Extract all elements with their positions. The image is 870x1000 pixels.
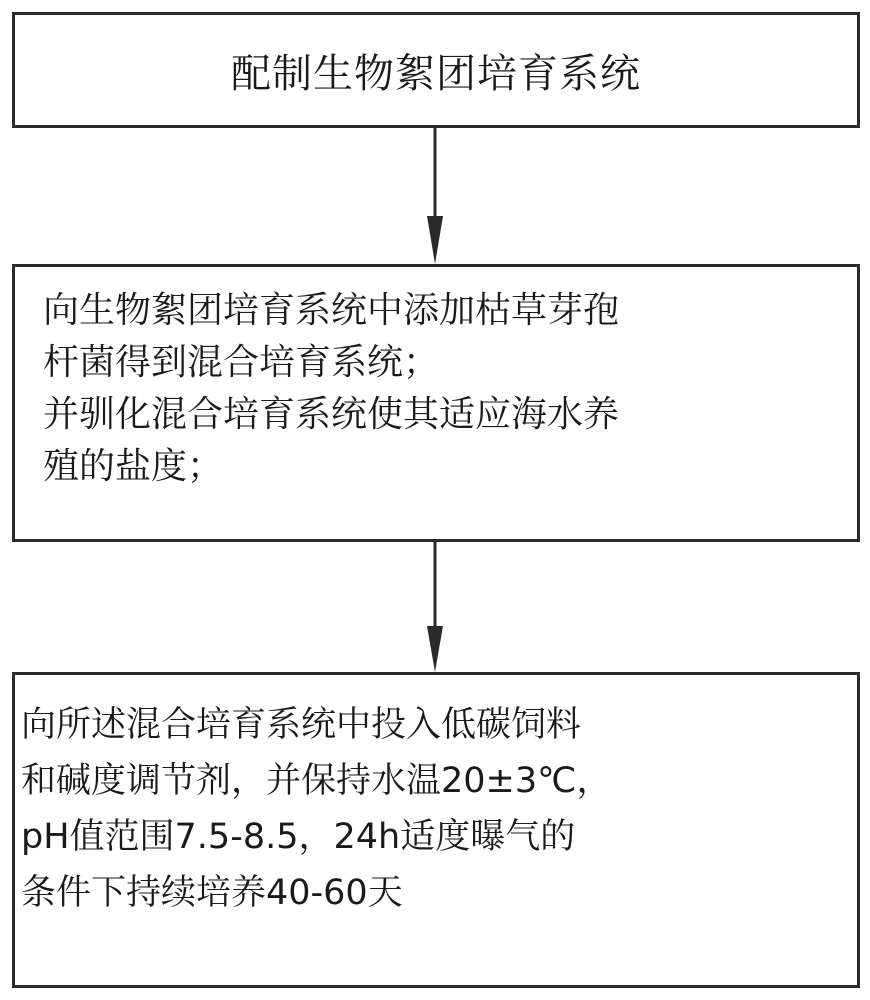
arrow-1-to-2 bbox=[420, 128, 450, 264]
step-2-line-2: 杆菌得到混合培育系统； bbox=[43, 342, 440, 383]
step-1-text: 配制生物絮团培育系统 bbox=[231, 50, 641, 97]
step-2-line-3: 并驯化混合培育系统使其适应海水养 bbox=[43, 394, 620, 435]
step-3-box bbox=[12, 672, 860, 988]
step-1-box bbox=[12, 12, 860, 128]
step-2-line-1: 向生物絮团培育系统中添加枯草芽孢 bbox=[43, 290, 620, 331]
arrow-2-to-3 bbox=[420, 542, 450, 672]
step-2-line-4: 殖的盐度； bbox=[43, 446, 224, 487]
step-3-line-2: 和碱度调节剂，并保持水温20±3℃， bbox=[21, 761, 612, 801]
step-2-box bbox=[12, 264, 860, 542]
step-3-line-4: 条件下持续培养40-60天 bbox=[21, 873, 403, 913]
step-3-line-3: pH值范围7.5-8.5，24h适度曝气的 bbox=[21, 817, 576, 857]
step-3-line-1: 向所述混合培育系统中投入低碳饲料 bbox=[21, 705, 582, 745]
